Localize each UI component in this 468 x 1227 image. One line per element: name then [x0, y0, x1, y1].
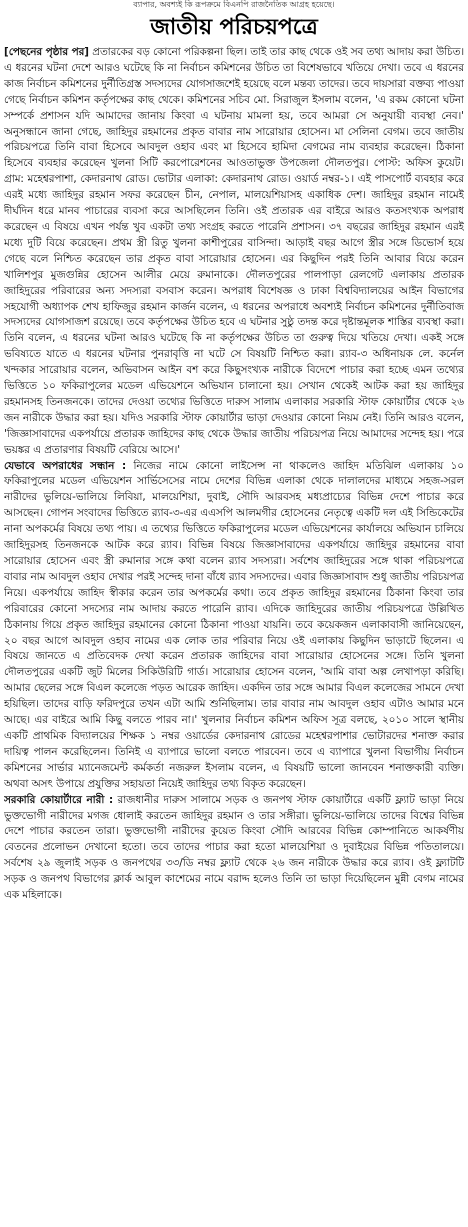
article-body — [4, 45, 464, 904]
previous-article-strip: ব্যাপার, অবশ্যই কি রূপক্রমে বিএনপি রাজনৈতিক আগ্রহ হয়েছে। — [133, 0, 335, 9]
section-text: নিজের নামে কোনো লাইসেন্স না থাকলেও জাহিদ মতিঝিল এলাকায় ১০ ফকিরাপুলের মডেল এভিয়েশন সার্ভিসেসের নামে দেশের বিভিন্ন এলাকা থেকে দালালদের মাধ্যমে সহজ-সরল নারীদের ভুলিয়ে-ভালিয়ে লিবিয়া, মালয়েশিয়া, দুবাই, সৌদি আরবসহ মধ্যপ্রাচ্যের বিভিন্ন দেশে পাচার করে আসছেন। গোপন সংবাদের ভিত্তিতে র‌্যাব-৩-এর এএসপি আলমগীর হোসেনের নেতৃত্বে একটি দল এই সিন্ডিকেটের নানা অপকর্মের বিষয়ে তথ্য পায়। এ তথ্যের ভিত্তিতে ফকিরাপুলের মডেল এভিয়েশনের কার্যালয়ে অভিযান চালিয়ে জাহিদুরসহ তিনজনকে আটক করে র‌্যাব। বিভিন্ন বিষয়ে জিজ্ঞাসাবাদের একপর্যায়ে জাহিদুর রহমানের বাবা সারোয়ার হোসেন এবং স্ত্রী রুমানার সঙ্গে কথা বলেন র‌্যাব সদস্যরা। সর্বশেষ জাহিদুরের সঙ্গে থাকা পরিচয়পত্রে বাবার নাম আবদুল ওহাব দেখার পরই সন্দেহ দানা বাঁধে র‌্যাব সদস্যদের। এবার জিজ্ঞাসাবাদ শুধু জাতীয় পরিচয়পত্র নিয়ে। একপর্যায়ে জাহিদ স্বীকার করেন তার অপকর্মের কথা। তবে প্রকৃত জাহিদুর রহমানের ঠিকানা কিংবা তার পরিবারের কোনো সদস্যের নাম আদায় করতে পারেনি র‌্যাব। এদিকে জাহিদুরের জাতীয় পরিচয়পত্রে উল্লিখিত ঠিকানায় গিয়ে প্রকৃত জাহিদুর রহমানের কোনো ঠিকানা পাওয়া যায়নি। তবে কয়েকজন এলাকাবাসী জানিয়েছেন, ২০ বছর আগে আবদুল ওহাব নামের এক লোক তার পরিবার নিয়ে ওই এলাকায় কিছুদিন ভাড়াটে ছিলেন। এ বিষয়ে জানতে এ প্রতিবেদক দেখা করেন প্রতারক জাহিদের বাবা সারোয়ার হোসেনের সঙ্গে। তিনি খুলনা দৌলতপুরের একটি জুট মিলের সিকিউরিটি গার্ড। সারোয়ার হোসেন বলেন, 'আমি বাবা অল্প লেখাপড়া করিছি। আমার ছেলের সঙ্গে বিএল কলেজে পড়ত আরেক জাহিদ। একদিন তার সঙ্গে আমার বিএল কলেজের সামনে দেখা হয়িছিল। তাদের বাড়ি ফরিদপুরে তখন এটা আমি শুনিছিলাম। তার বাবার নাম আবদুল ওহাব এটাও আমার মনে আছে। এর বাইরে আমি কিছু বলতে পারব না।' খুলনার নির্বাচন কমিশন অফিস সূত্র বলছে, ২০১০ সালে স্থানীয় একটি প্রাথমিক বিদ্যালয়ের শিক্ষক ১ নম্বর ওয়ার্ডের কেদারনাথ রোডের মহেশ্বরপাশার ভোটারদের শনাক্ত করার দায়িত্ব পালন করেছিলেন। তিনিই এ ব্যাপারে ভালো বলতে পারবেন। তবে এ ব্যাপারে খুলনা বিভাগীয় নির্বাচন কমিশনের সার্ভার ম্যানেজমেন্ট কর্মকর্তা নজরুল ইসলাম বলেন, এ বিষয়টি ভালো জানবেন শনাক্তকারী ব্যক্তি। অথবা অসৎ উপায়ে প্রযুক্তির সহায়তা নিয়েই জাহিদুর তথ্য বিকৃত করেছেন। — [4, 459, 464, 790]
article-page — [4, 0, 464, 1227]
section-heading: যেভাবে অপরাধের সন্ধান : — [4, 459, 127, 472]
paragraph-text: প্রতারকের বড় কোনো পরিকল্পনা ছিল। তাই তার কাছ থেকে ওই সব তথ্য আদায় করা উচিত। এ ধরনের ঘটনা দেশে আরও ঘটেছে কি না নির্বাচন কমিশনের উচিত তা বিশেষভাবে খতিয়ে দেখা। তবে এ ধরনের কাজ নির্বাচন কমিশনের দুর্নীতিগ্রস্ত সদস্যদের যোগসাজশেই হয়েছে বলে মন্তব্য তাদের। তবে দায়সারা বক্তব্য পাওয়া গেছে নির্বাচন কমিশন কর্তৃপক্ষের কাছ থেকে। কমিশনের সচিব মো. সিরাজুল ইসলাম বলেন, 'এ রকম কোনো ঘটনা সম্পর্কে প্রশাসন যদি আমাদের জানায় কিংবা এ ঘটনায় মামলা হয়, তবে আমরা সে অনুযায়ী ব্যবস্থা নেব।' অনুসন্ধানে জানা গেছে, জাহিদুর রহমানের প্রকৃত বাবার নাম সারোয়ার হোসেন। মা সেলিনা বেগম। তবে জাতীয় পরিচয়পত্রে তিনি বাবা হিসেবে আবদুল ওহাব এবং মা হিসেবে হামিদা বেগমের নাম ব্যবহার করেছেন। ঠিকানা হিসেবে ব্যবহার করেছেন খুলনা সিটি করপোরেশনের আওতাভুক্ত উপজেলা দৌলতপুর। পোস্ট: অফিস কুয়েট। গ্রাম: মহেশ্বরপাশা, কেদারনাথ রোড। ভোটার এলাকা: কেদারনাথ রোড। ওয়ার্ড নম্বর-১। এই পাসপোর্ট ব্যবহার করে এরই মধ্যে জাহিদুর রহমান সফর করেছেন চীন, নেপাল, মালয়েশিয়াসহ একাধিক দেশ। জাহিদুর রহমান নামেই দীর্ঘদিন ধরে মানব পাচারের ব্যবসা করে আসছিলেন তিনি। ওই প্রতারক এর বাইরে আরও কতসংখ্যক অপরাধ করেছেন এ বিষয়ে এখন পর্যন্ত খুব একটা তথ্য সংগ্রহ করতে পারেনি প্রশাসন। ৩৭ বছরের জাহিদুর রহমান এরই মধ্যে দুটি বিয়ে করেছেন। প্রথম স্ত্রী রিতু খুলনা কাশীপুরের বাসিন্দা। আড়াই বছর আগে স্ত্রীর সঙ্গে ডিভোর্স হয়ে গেছে বলে নিশ্চিত করেছেন তার প্রকৃত বাবা সারোয়ার হোসেন। এর কিছুদিন পরই তিনি আবার বিয়ে করেন খালিশপুর মুজগুন্নির হোসেন আলীর মেয়ে রুমানাকে। দৌলতপুরের পালপাড়া রেলগেট এলাকায় প্রতারক জাহিদুরের পরিবারের অন্য সদস্যরা বসবাস করেন। অপরাধ বিশেষজ্ঞ ও ঢাকা বিশ্ববিদ্যালয়ের আইন বিভাগের সহযোগী অধ্যাপক শেখ হাফিজুর রহমান কার্জন বলেন, এ ধরনের অপরাধে অবশ্যই নির্বাচন কমিশনের দুর্নীতিবাজ সদস্যদের যোগসাজশ রয়েছে। তবে কর্তৃপক্ষের উচিত হবে এ ঘটনার সুষ্ঠু তদন্ত করে দৃষ্টান্তমূলক শাস্তির ব্যবস্থা করা। তিনি বলেন, এ ধরনের ঘটনা আরও ঘটেছে কি না কর্তৃপক্ষের উচিত তা গুরুত্ব দিয়ে খতিয়ে দেখা। একই সঙ্গে ভবিষ্যতে যাতে এ ধরনের ঘটনার পুনরাবৃত্তি না ঘটে সে বিষয়টি নিশ্চিত করা। র‌্যাব-৩ অধিনায়ক লে. কর্নেল খন্দকার সারোয়ার বলেন, অভিবাসন আইন বশ করে কিছুসংখ্যক নারীকে বিদেশে পাচার করা হচ্ছে এমন তথ্যের ভিত্তিতে ১০ ফকিরাপুলের মডেল এভিয়েশনে অভিযান চালানো হয়। সেখান থেকেই আটক করা হয় জাহিদুর রহমানসহ তিনজনকে। তাদের দেওয়া তথ্যের ভিত্তিতে দারুস সালাম এলাকার সরকারি স্টাফ কোয়ার্টার থেকে ২৬ জন নারীকে উদ্ধার করা হয়। যদিও সরকারি স্টাফ কোয়ার্টার ভাড়া দেওয়ার কোনো নিয়ম নেই। তিনি আরও বলেন, 'জিজ্ঞাসাবাদের একপর্যায়ে প্রতারক জাহিদের কাছ থেকে উদ্ধার জাতীয় পরিচয়পত্র নিয়ে আমাদের সন্দেহ হয়। পরে ভয়ঙ্কর এ প্রতারণার বিষয়টি বেরিয়ে আসে।' — [4, 46, 464, 456]
section-govt-quarter — [4, 793, 464, 904]
article-headline: জাতীয় পরিচয়পত্রে — [150, 14, 318, 40]
paragraph-continued — [4, 45, 464, 459]
section-heading: সরকারি কোয়ার্টারে নারী : — [4, 793, 114, 806]
section-text: রাজধানীর দারুস সালামে সড়ক ও জনপথ স্টাফ কোয়ার্টারে একটি ফ্ল্যাট ভাড়া নিয়ে ভুক্তভোগী নারীদের মগজ ধোলাই করতেন জাহিদুর রহমান ও তার সঙ্গীরা। ভুলিয়ে-ভালিয়ে তাদের বিশ্বের বিভিন্ন দেশে পাচার করতেন তারা। ভুক্তভোগী নারীদের কুয়েত কিংবা সৌদি আরবের বিভিন্ন কোম্পানিতে আকর্ষণীয় বেতনের প্রলোভন দেখানো হতো। তবে তাদের পাচার করা হতো মালয়েশিয়া ও দুবাইয়ের বিভিন্ন পতিতালয়ে। সর্বশেষ ২৯ জুলাই সড়ক ও জনপথের ৩৩/ডি নম্বর ফ্ল্যাট থেকে ২৬ জন নারীকে উদ্ধার করে র‌্যাব। ওই ফ্ল্যাটটি সড়ক ও জনপথ বিভাগের ক্লার্ক আবুল কাশেমের নামে বরাদ্দ হলেও তিনি তা ভাড়া দিয়েছিলেন মুন্নী বেগম নামের এক মহিলাকে। — [4, 793, 464, 902]
continued-from-label: [পেছনের পৃষ্ঠার পর] — [4, 46, 89, 58]
section-how-crime-found — [4, 459, 464, 793]
